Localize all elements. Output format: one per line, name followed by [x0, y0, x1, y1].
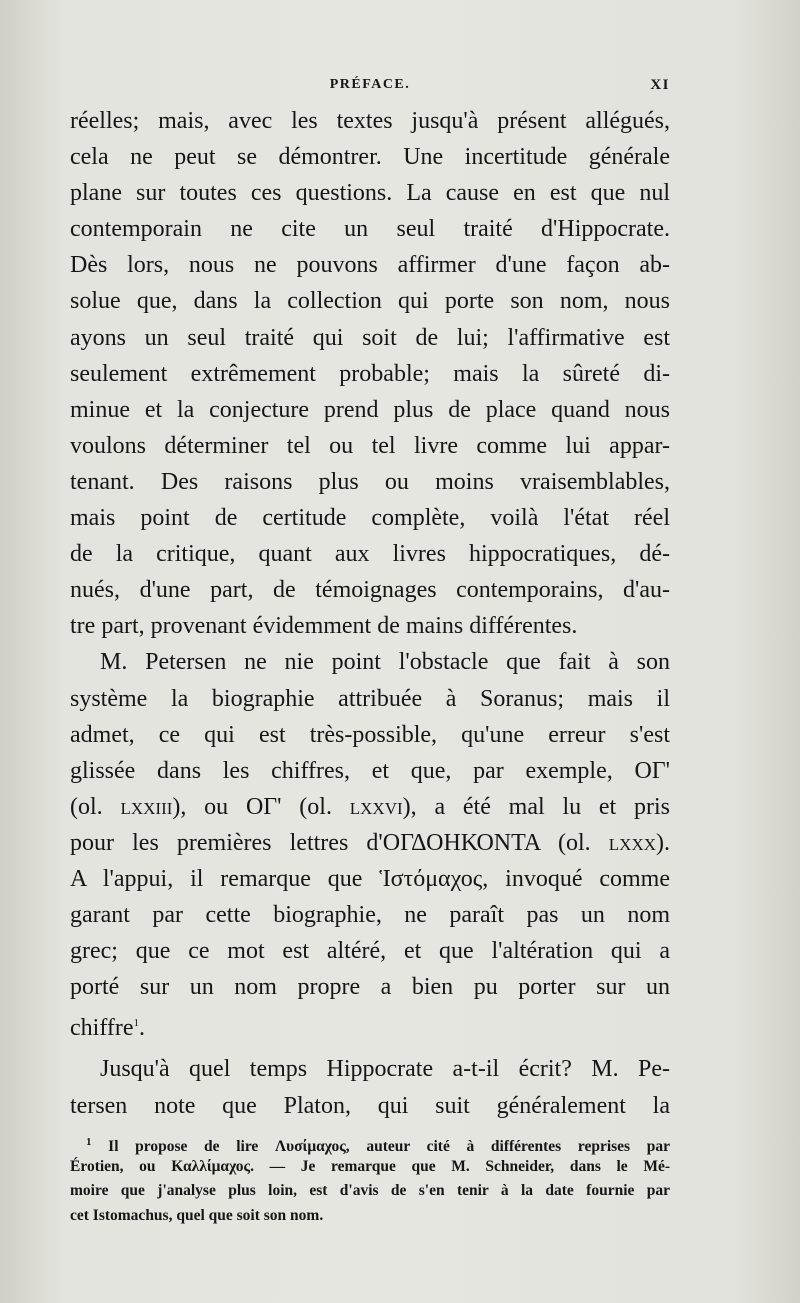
- footnote-reference: 1: [133, 1017, 140, 1030]
- text-segment: .: [139, 1015, 146, 1042]
- main-text: [70, 103, 670, 1124]
- paragraph-line: porté sur un nom propre a bien pu porter sur un: [70, 974, 670, 1001]
- text-line: solue que, dans la collection qui porte son nom, nous: [70, 288, 670, 315]
- text-line: de la critique, quant aux livres hippocratiques, dé-: [70, 541, 670, 568]
- text-line: minue et la conjecture prend plus de place quand nous: [70, 396, 670, 423]
- text-line: cela ne peut se démontrer. Une incertitude générale: [70, 144, 670, 171]
- running-header: [70, 73, 670, 101]
- paragraph-line: Jusqu'à quel temps Hippocrate a-t-il écrit? M. Pe-: [100, 1056, 670, 1083]
- footnote-line: [70, 1130, 670, 1155]
- running-title: PRÉFACE.: [329, 77, 411, 92]
- paragraph-gap: [70, 1041, 670, 1051]
- paragraph-line: [70, 789, 670, 825]
- text-line: tenant. Des raisons plus ou moins vraisemblables,: [70, 468, 670, 495]
- text-segment: ), a été mal lu et pris: [402, 793, 671, 820]
- text-line: ayons un seul traité qui soit de lui; l'affirmative est: [70, 324, 670, 351]
- paragraph-line: M. Petersen ne nie point l'obstacle que fait à son: [100, 649, 670, 676]
- text-line: Dès lors, nous ne pouvons affirmer d'une façon ab-: [70, 252, 670, 279]
- paragraph-line: [70, 825, 670, 861]
- olympiad-numeral: lxxiii: [120, 793, 173, 820]
- paragraph-line: [70, 1005, 670, 1041]
- text-line: réelles; mais, avec les textes jusqu'à présent allégués,: [70, 108, 670, 134]
- text-line: nués, d'une part, de témoignages contemporains, d'au-: [70, 577, 670, 604]
- paragraph-line: admet, ce qui est très-possible, qu'une erreur s'est: [70, 721, 670, 748]
- olympiad-numeral: lxxvi: [349, 793, 403, 820]
- text-segment: ), ou ΟΓ' (ol.: [172, 793, 350, 820]
- paragraph-line: système la biographie attribuée à Soranus; mais il: [70, 685, 670, 712]
- footnote-marker: 1: [86, 1136, 92, 1148]
- text-line: contemporain ne cite un seul traité d'Hippocrate.: [70, 216, 670, 243]
- text-segment: ).: [656, 829, 670, 856]
- paragraph-line: grec; que ce mot est altéré, et que l'altération qui a: [70, 938, 670, 965]
- text-line: seulement extrêmement probable; mais la sûreté di-: [70, 360, 670, 387]
- footnote-line: Érotien, ou Καλλίμαχος. — Je remarque que M. Schneider, dans le Mé-: [70, 1157, 670, 1175]
- footnote-line: cet Istomachus, quel que soit son nom.: [70, 1206, 324, 1224]
- footnote: [70, 1130, 670, 1228]
- text-segment: (ol.: [70, 793, 121, 820]
- footnote-line: moire que j'analyse plus loin, est d'avis de s'en tenir à la date fournie par: [70, 1182, 670, 1199]
- text-line: tre part, provenant évidemment de mains différentes.: [70, 613, 578, 640]
- page-number: XI: [650, 77, 670, 93]
- olympiad-numeral: lxxx: [608, 829, 656, 856]
- text-segment: pour les premières lettres d'ΟΓΔΟΗΚΟΝΤΑ (ol.: [70, 829, 609, 856]
- text-segment: chiffre: [70, 1015, 134, 1042]
- paragraph-line: glissée dans les chiffres, et que, par exemple, ΟΓ': [70, 757, 670, 784]
- paragraph-line: A l'appui, il remarque que Ἱστόμαχος, invoqué comme: [70, 865, 670, 892]
- text-line: plane sur toutes ces questions. La cause en est que nul: [70, 180, 670, 207]
- text-line: voulons déterminer tel ou tel livre comme lui appar-: [70, 432, 670, 459]
- text-line: mais point de certitude complète, voilà l'état réel: [70, 505, 670, 532]
- paragraph-line: garant par cette biographie, ne paraît pas un nom: [70, 902, 670, 929]
- footnote-text: Il propose de lire Λυσίμαχος, auteur cité à différentes reprises par: [108, 1138, 670, 1156]
- paragraph-line: tersen note que Platon, qui suit généralement la: [70, 1092, 670, 1119]
